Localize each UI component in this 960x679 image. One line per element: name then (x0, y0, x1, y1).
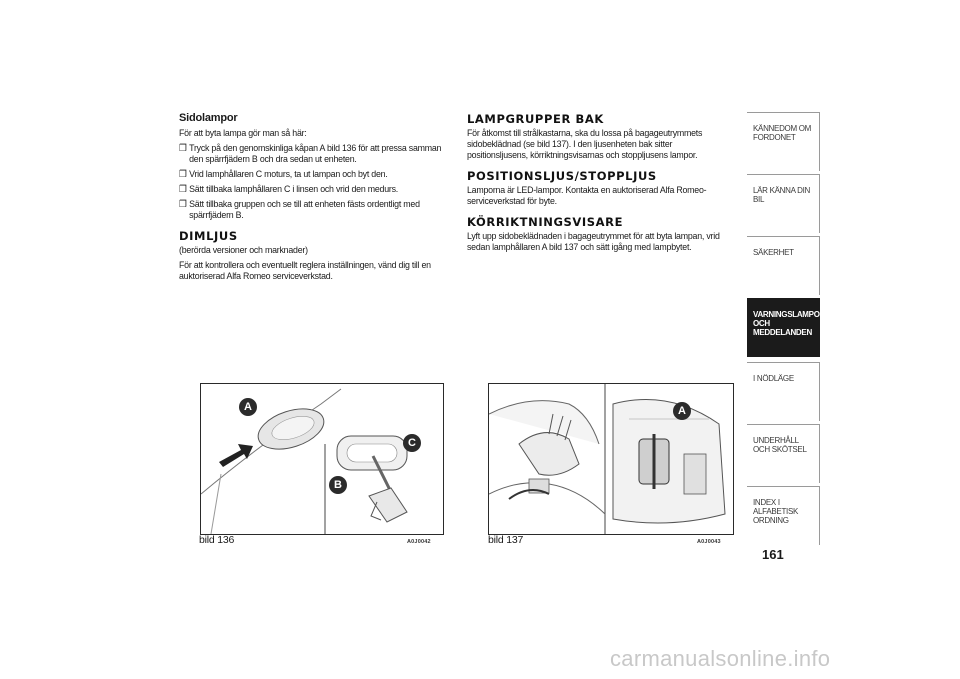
rear-lamp-illustration (489, 384, 733, 534)
figure-136 (200, 383, 444, 535)
bullet-text: Sätt tillbaka gruppen och se till att enheten fästs ordentligt med spärrfjädern B. (189, 199, 420, 221)
bullet-item (179, 143, 449, 165)
figure-137-code: A0J0043 (697, 539, 721, 545)
intro-text: För att byta lampa gör man så här: (179, 128, 307, 139)
side-lamp-illustration (201, 384, 443, 534)
bullet-text: Sätt tillbaka lamphållaren C i linsen och vrid den medurs. (189, 184, 399, 195)
dimljus-text: För att kontrollera och eventuellt reglera inställningen, vänd dig till en auktoriserad Alfa Romeo serviceverkstad. (179, 260, 431, 282)
label-c-badge (403, 434, 421, 452)
label-b-badge (329, 476, 347, 494)
tab-kannedom-om-fordonet[interactable] (747, 112, 820, 171)
label-c: C (408, 437, 416, 449)
bullet-text: Tryck på den genomskinliga kåpan A bild 136 för att pressa samman den spärrfjädern B och dra sedan ut enheten. (189, 143, 442, 165)
bullet-text: Vrid lamphållaren C moturs, ta ut lampan och byt den. (189, 169, 388, 180)
tab-label: INDEX I ALFABETISK ORDNING (753, 498, 799, 525)
watermark: carmanualsonline.info (610, 646, 831, 671)
bullet-checkbox-icon: ❒ (179, 143, 187, 154)
tab-lar-kanna-din-bil[interactable] (747, 174, 820, 233)
page-number: 161 (762, 547, 784, 562)
tab-label: VARNINGSLAMPOR OCH MEDDELANDEN (753, 310, 826, 337)
left-column (179, 112, 441, 286)
bullet-item (179, 199, 449, 221)
tab-label: I NÖDLÄGE (753, 374, 794, 383)
tab-i-nodlage[interactable] (747, 362, 820, 421)
tab-label: UNDERHÅLL OCH SKÖTSEL (753, 436, 807, 454)
figure-136-code: A0J0042 (407, 539, 431, 545)
dimljus-subtext: (berörda versioner och marknader) (179, 245, 308, 256)
heading-korriktningsvisare: KÖRRIKTNINGSVISARE (467, 215, 624, 229)
positionsljus-text: Lamporna är LED-lampor. Kontakta en auktoriserad Alfa Romeo-serviceverkstad för byte. (467, 185, 707, 207)
bullet-item (179, 169, 449, 180)
tab-label: SÄKERHET (753, 248, 794, 257)
bullet-checkbox-icon: ❒ (179, 169, 187, 180)
figure-137 (488, 383, 734, 535)
figure-137-caption: bild 137 (488, 534, 524, 546)
label-a: A (244, 401, 252, 413)
heading-lampgrupper: LAMPGRUPPER BAK (467, 112, 604, 126)
tab-varningslampor[interactable] (747, 298, 826, 357)
right-column (467, 112, 735, 257)
tab-underhall-och-skotsel[interactable] (747, 424, 820, 483)
tab-index[interactable] (747, 486, 820, 545)
tab-label: LÄR KÄNNA DIN BIL (753, 186, 811, 204)
bullet-checkbox-icon: ❒ (179, 184, 187, 195)
bullet-item (179, 184, 449, 195)
label-a: A (678, 405, 686, 417)
tab-label: KÄNNEDOM OM FORDONET (753, 124, 812, 142)
heading-dimljus: DIMLJUS (179, 229, 238, 243)
korriktning-text: Lyft upp sidobeklädnaden i bagageutrymmet för att byta lampan, vrid sedan lamphållaren A bild 137 och sätt igång med lampbytet. (467, 231, 720, 253)
label-a-badge (239, 398, 257, 416)
label-a-badge (673, 402, 691, 420)
bullet-checkbox-icon: ❒ (179, 199, 187, 210)
figure-136-caption: bild 136 (199, 534, 235, 546)
label-b: B (334, 479, 342, 491)
subheading-sidolampor: Sidolampor (179, 112, 238, 124)
heading-positionsljus: POSITIONSLJUS/STOPPLJUS (467, 169, 657, 183)
tab-sakerhet[interactable] (747, 236, 820, 295)
lampgrupper-text: För åtkomst till strålkastarna, ska du lossa på bagageutrymmets sidobeklädnad (se bild 137). I den ljusenheten bak sitter positionsljusens, körriktningsvisarnas och stoppljusens lampor. (467, 128, 703, 161)
